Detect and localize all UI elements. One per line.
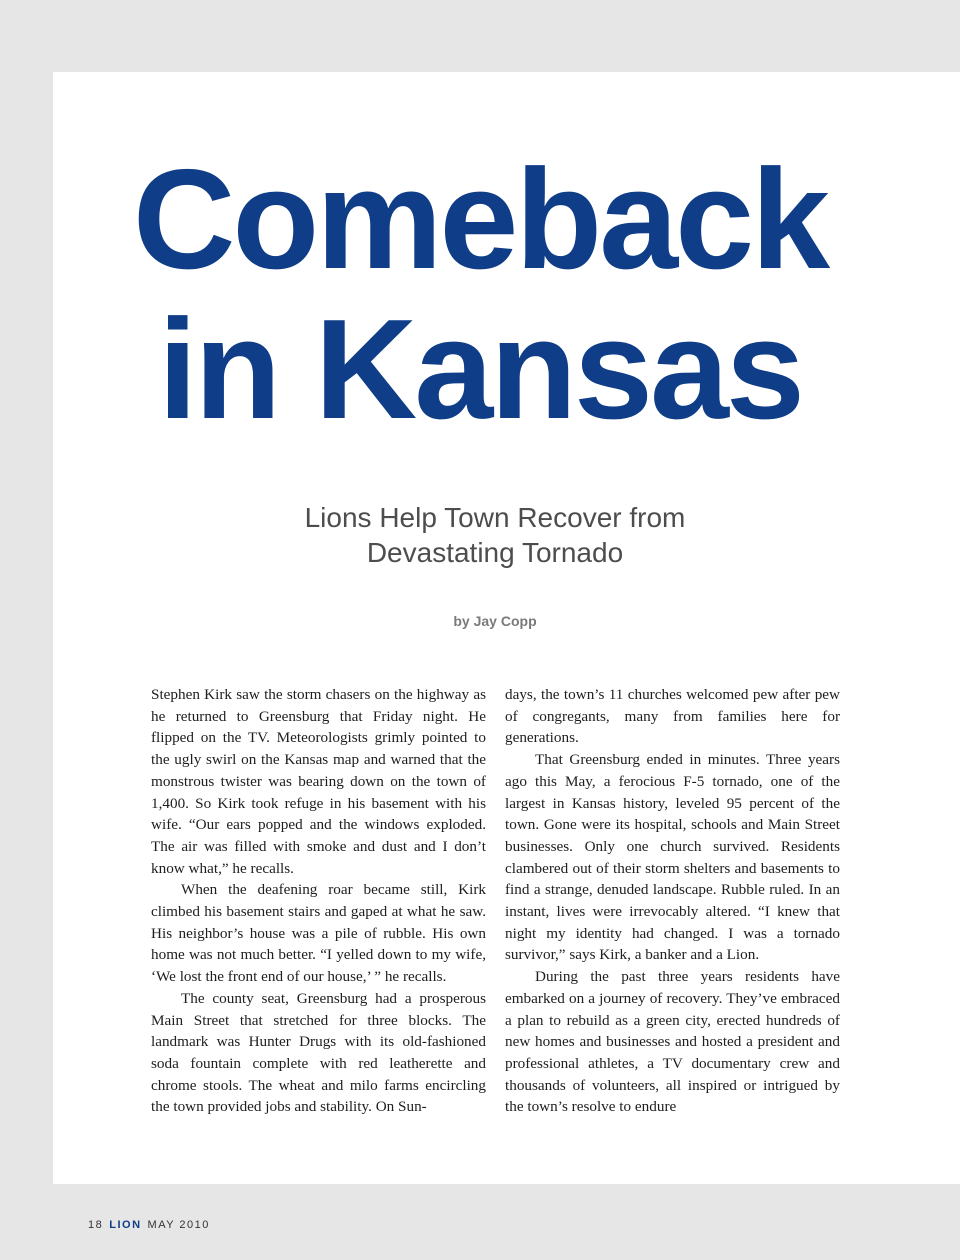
paragraph: During the past three years residents have embarked on a journey of recovery. They’ve embraced a plan to rebuild as a green city, erected hundreds of new homes and businesses and hosted a president and professional athletes, a TV documentary crew and thousands of volunteers, all inspired or intrigued by the town’s resolve to endure — [505, 968, 840, 1116]
issue-date: MAY 2010 — [147, 1219, 210, 1231]
magazine-name: LION — [109, 1219, 142, 1231]
paragraph: days, the town’s 11 churches welcomed pew after pew of congregants, many from families here for generations. — [505, 686, 840, 747]
article-title-line-2: in Kansas — [158, 290, 802, 449]
article-subtitle — [200, 500, 790, 570]
paragraph: Stephen Kirk saw the storm chasers on the highway as he returned to Greensburg that Friday night. He flipped on the TV. Meteorologists grimly pointed to the ugly swirl on the Kansas map and warned that the monstrous twister was bearing down on the town of 1,400. So Kirk took refuge in his basement with his wife. “Our ears popped and the windows exploded. The air was filled with smoke and dust and I don’t know what,” he recalls. — [151, 686, 486, 877]
page-number: 18 — [88, 1219, 104, 1231]
body-column-right — [505, 684, 840, 1118]
article-subtitle-line-1: Lions Help Town Recover from — [304, 502, 686, 533]
page-footer — [88, 1219, 210, 1231]
byline: by Jay Copp — [453, 613, 537, 629]
paragraph: The county seat, Greensburg had a prosperous Main Street that stretched for three blocks. The landmark was Hunter Drugs with its old-fashioned soda fountain complete with red leatherette and chrome stools. The wheat and milo farms encircling the town provided jobs and stability. On Sun- — [151, 989, 486, 1116]
paragraph: That Greensburg ended in minutes. Three years ago this May, a ferocious F-5 tornado, one of the largest in Kansas history, leveled 95 percent of the town. Gone were its hospital, schools and Main Street businesses. Only one church survived. Residents clambered out of their storm shelters and basements to find a strange, denuded landscape. Rubble ruled. In an instant, lives were irrevocably altered. “I knew that night my identity had changed. I was a tornado survivor,” says Kirk, a banker and a Lion. — [505, 751, 840, 964]
article-title — [0, 140, 960, 449]
body-column-left — [151, 684, 486, 1118]
article-title-line-1: Comeback — [132, 140, 828, 299]
article-subtitle-line-2: Devastating Tornado — [366, 537, 624, 568]
paragraph: When the deafening roar became still, Kirk climbed his basement stairs and gaped at what he saw. His neighbor’s house was a pile of rubble. His own home was not much better. “I yelled down to my wife, ‘We lost the front end of our house,’ ” he recalls. — [151, 881, 486, 986]
